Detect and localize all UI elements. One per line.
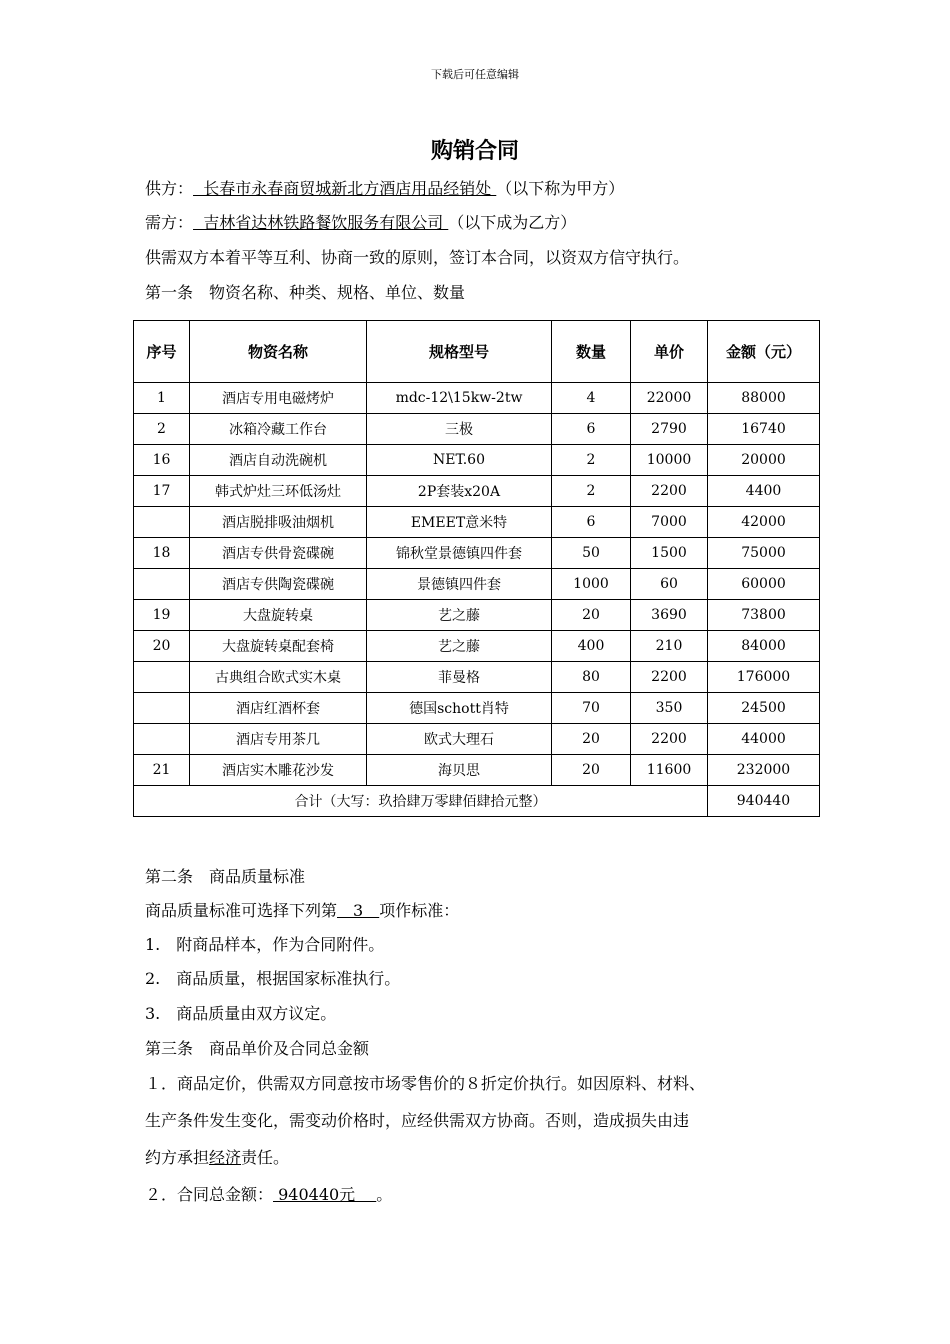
col-header-spec: 规格型号 [367,321,552,383]
cell-spec: 菲曼格 [367,662,552,693]
cell-price: 2200 [631,724,708,755]
col-header-price: 单价 [631,321,708,383]
cell-qty: 6 [552,507,631,538]
cell-qty: 4 [552,383,631,414]
pricing-para-post: 责任。 [241,1148,290,1167]
cell-spec: mdc-12\15kw-2tw [367,383,552,414]
cell-spec: 锦秋堂景德镇四件套 [367,538,552,569]
table-row [134,538,820,569]
cell-index [134,724,190,755]
cell-spec: 欧式大理石 [367,724,552,755]
cell-index: 21 [134,755,190,786]
cell-price: 2200 [631,476,708,507]
cell-price: 210 [631,631,708,662]
total-value: 940440 [708,786,820,817]
col-header-qty: 数量 [552,321,631,383]
cell-price: 22000 [631,383,708,414]
cell-name: 酒店实木雕花沙发 [190,755,367,786]
cell-amount: 75000 [708,538,820,569]
col-header-index: 序号 [134,321,190,383]
page-header: 下载后可任意编辑 [431,68,519,81]
cell-index [134,662,190,693]
table-row [134,724,820,755]
cell-amount: 20000 [708,445,820,476]
cell-amount: 44000 [708,724,820,755]
buyer-name: 吉林省达林铁路餐饮服务有限公司 [193,213,449,232]
cell-name: 酒店自动洗碗机 [190,445,367,476]
cell-name: 酒店专供骨瓷碟碗 [190,538,367,569]
table-row [134,662,820,693]
quality-post: 项作标准： [379,901,460,920]
cell-amount: 232000 [708,755,820,786]
cell-name: 韩式炉灶三环低汤灶 [190,476,367,507]
cell-qty: 400 [552,631,631,662]
total-amount-line [145,1182,392,1205]
cell-name: 酒店专供陶瓷碟碗 [190,569,367,600]
cell-name: 酒店脱排吸油烟机 [190,507,367,538]
article2-heading: 第二条 商品质量标准 [145,867,306,886]
pricing-para-line-1: １．商品定价，供需双方同意按市场零售价的８折定价执行。如因原料、材料、 [145,1074,706,1093]
cell-spec: EMEET意米特 [367,507,552,538]
cell-spec: 三极 [367,414,552,445]
cell-qty: 20 [552,755,631,786]
cell-price: 11600 [631,755,708,786]
cell-qty: 2 [552,445,631,476]
table-row [134,569,820,600]
table-row [134,631,820,662]
table-row [134,755,820,786]
cell-name: 大盘旋转桌配套椅 [190,631,367,662]
table-row [134,414,820,445]
buyer-note: （以下成为乙方） [448,213,577,232]
cell-amount: 60000 [708,569,820,600]
intro-text: 供需双方本着平等互利、协商一致的原则，签订本合同，以资双方信守执行。 [145,248,690,267]
cell-spec: 海贝思 [367,755,552,786]
article1-heading: 第一条 物资名称、种类、规格、单位、数量 [145,283,466,302]
cell-amount: 42000 [708,507,820,538]
cell-price: 60 [631,569,708,600]
cell-price: 10000 [631,445,708,476]
cell-name: 酒店专用茶几 [190,724,367,755]
cell-amount: 73800 [708,600,820,631]
cell-price: 3690 [631,600,708,631]
table-header-row [134,321,820,383]
cell-name: 大盘旋转桌 [190,600,367,631]
supplier-line [145,176,624,199]
table-row [134,476,820,507]
supplier-note: （以下称为甲方） [496,179,625,198]
cell-amount: 88000 [708,383,820,414]
table-row [134,693,820,724]
col-header-amount: 金额（元） [708,321,820,383]
quality-pre: 商品质量标准可选择下列第 [145,901,338,920]
cell-name: 酒店红酒杯套 [190,693,367,724]
quality-item-2: 2. 商品质量，根据国家标准执行。 [145,969,401,988]
cell-index: 19 [134,600,190,631]
economic-link[interactable]: 经济 [209,1148,242,1167]
cell-amount: 84000 [708,631,820,662]
supplier-name: 长春市永春商贸城新北方酒店用品经销处 [193,179,497,198]
cell-price: 1500 [631,538,708,569]
pricing-para-line-2: 生产条件发生变化，需变动价格时，应经供需双方协商。否则，造成损失由违 [145,1111,690,1130]
article3-heading: 第三条 商品单价及合同总金额 [145,1039,370,1058]
cell-index [134,569,190,600]
cell-qty: 80 [552,662,631,693]
cell-index: 17 [134,476,190,507]
document-title: 购销合同 [430,138,519,164]
cell-qty: 20 [552,724,631,755]
cell-index: 2 [134,414,190,445]
supplier-label: 供方： [145,179,194,198]
goods-table [133,320,820,817]
total-amount-label: ２．合同总金额： [145,1185,274,1204]
buyer-label: 需方： [145,213,194,232]
cell-spec: 艺之藤 [367,600,552,631]
cell-name: 古典组合欧式实木桌 [190,662,367,693]
quality-option-number: 3 [337,901,380,920]
total-label: 合计（大写：玖拾肆万零肆佰肆拾元整） [134,786,708,817]
cell-index: 18 [134,538,190,569]
cell-spec: NET.60 [367,445,552,476]
total-amount-end: 。 [376,1185,393,1204]
cell-index [134,693,190,724]
table-row [134,445,820,476]
quality-item-1: 1. 附商品样本，作为合同附件。 [145,935,385,954]
pricing-para-pre: 约方承担 [145,1148,210,1167]
cell-spec: 2P套装x20A [367,476,552,507]
cell-spec: 德国schott肖特 [367,693,552,724]
quality-item-3: 3. 商品质量由双方议定。 [145,1004,337,1023]
cell-qty: 6 [552,414,631,445]
cell-qty: 1000 [552,569,631,600]
cell-price: 2200 [631,662,708,693]
cell-amount: 4400 [708,476,820,507]
cell-name: 冰箱冷藏工作台 [190,414,367,445]
cell-qty: 2 [552,476,631,507]
cell-amount: 16740 [708,414,820,445]
cell-spec: 景德镇四件套 [367,569,552,600]
cell-index: 20 [134,631,190,662]
cell-spec: 艺之藤 [367,631,552,662]
buyer-line [145,210,576,233]
total-amount-value: 940440元 [273,1185,377,1204]
quality-line [145,898,459,921]
table-row [134,507,820,538]
cell-amount: 24500 [708,693,820,724]
cell-name: 酒店专用电磁烤炉 [190,383,367,414]
cell-qty: 20 [552,600,631,631]
cell-index: 1 [134,383,190,414]
table-row [134,383,820,414]
cell-qty: 50 [552,538,631,569]
cell-qty: 70 [552,693,631,724]
cell-price: 350 [631,693,708,724]
col-header-name: 物资名称 [190,321,367,383]
pricing-para-line-3 [145,1145,289,1168]
cell-price: 7000 [631,507,708,538]
cell-price: 2790 [631,414,708,445]
table-total-row [134,786,820,817]
cell-index [134,507,190,538]
table-row [134,600,820,631]
cell-amount: 176000 [708,662,820,693]
cell-index: 16 [134,445,190,476]
